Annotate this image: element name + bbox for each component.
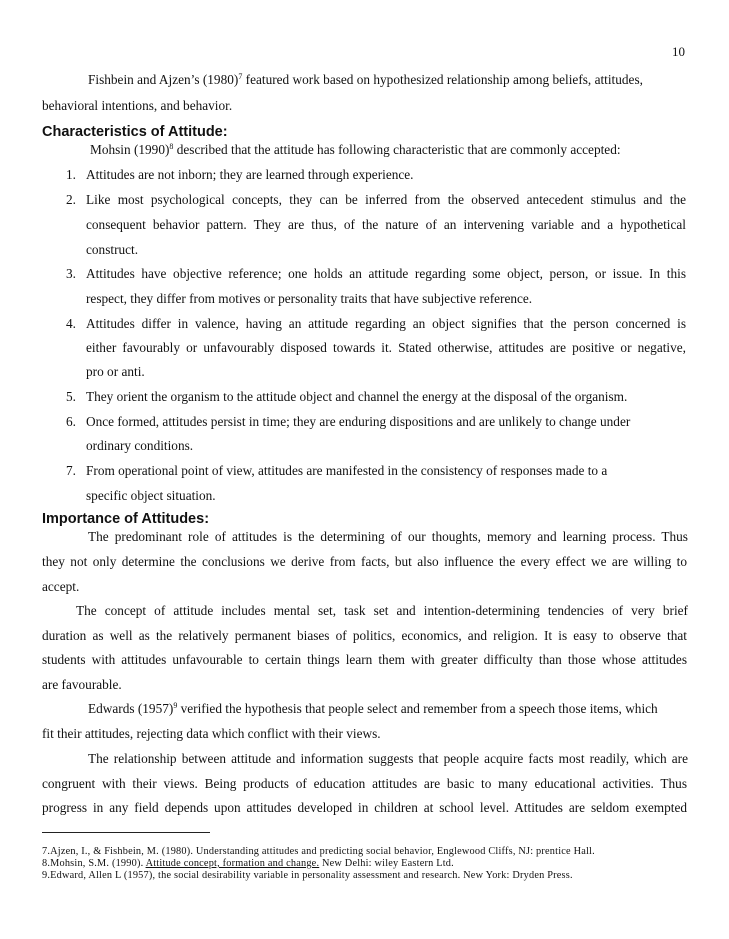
importance-p3-line-1: Edwards $(1957)^9$ verified the hypothesis that people select and remember from a speech those items, which — [88, 701, 658, 716]
document-page: 10 Fishbein and Ajzen’s $(1980)^7$ featured work based on hypothesized relationship among beliefs, attitudes, behavioral intentions, and behavior. Characteristics of Attitude: Mohsin $(1990)^8$ described that the attitude has following characteristic that are commonly accepted: 1. Attitudes are not inborn; they are learned through experience. 2. Like most psychological concepts, they can be inferred from the observed antecedent stimulus and the consequent behavior pattern. They are thus, of the nature of an intervening variable and a hypothetical construct. 3. Attitudes have objective reference; one holds an attitude regarding some object, person, or issue. In this respect, they differ from motives or personality traits that have subjective reference. 4. Attitudes differ in valence, having an attitude regarding an object signifies that the person concerned is either favourably or unfavourably disposed towards it. Stated otherwise, attitudes are positive or negative, pro or anti. 5. They orient the organism to the attitude object and channel the energy at the disposal of the organism. 6. Once formed, attitudes persist in time; they are enduring dispositions and are unlikely to change under ordinary conditions. 7. From operational point of view, attitudes are manifested in the consistency of responses made to a specific object situation. Importance of Attitudes: The predominant role of attitudes is the determining of our thoughts, memory and learning process. Thus they not only determine the conclusions we derive from facts, but also influence the every effect we are willing to accept. The concept of attitude includes mental set, task set and intention-determining tendencies of very brief duration as well as the relatively permanent biases of politics, economics, and religion. It is easy to observe that students with attitudes unfavourable to certain things learn them with greater difficulty than those whose attitudes are favourable. Edwards $(1957)^9$ verified the hypothesis that people select and remember from a speech those items, which fit their attitudes, rejecting data which conflict with their views. The relationship between attitude and information suggests that people acquire facts most readily, which are congruent with their views. Being products of education attitudes are basic to many educational activities. Thus progress in any field depends upon attitudes developed in children at school level. Attitudes are seldom exempted 7.Ajzen, I., & Fishbein, M. (1980). Understanding attitudes and predicting social behavior, Englewood Cliffs, NJ: prentice Hall. 8.Mohsin, S.M. (1990). Attitude concept, formation and change. New Delhi: wiley Eastern Ltd. 9.Edward, Allen L (1957), the social desirability variable in personality assessment and research. New York: Dryden Press. — [42, 44, 688, 881]
footnote-9: 9.Edward, Allen L (1957), the social desirability variable in personality assessment and research. New York: Dryden Press. — [42, 870, 573, 881]
footnote-divider — [42, 832, 210, 833]
characteristics-intro: Mohsin $(1990)^8$ described that the attitude has following characteristic that are commonly accepted: — [90, 142, 621, 157]
importance-p1-line-3: accept. — [42, 579, 80, 594]
importance-p4-line-3: progress in any field depends upon attitudes developed in children at school level. Attitudes are seldom exempted — [42, 800, 687, 815]
footnote-7: 7.Ajzen, I., & Fishbein, M. (1980). Understanding attitudes and predicting social behavior, Englewood Cliffs, NJ: prentice Hall. — [42, 846, 595, 857]
importance-p2-line-4: are favourable. — [42, 677, 122, 692]
importance-heading: Importance of Attitudes: — [42, 511, 210, 527]
importance-p4-line-2: congruent with their views. Being products of education attitudes are basic to many educational activities. Thus — [42, 776, 687, 791]
characteristics-heading: Characteristics of Attitude: — [42, 124, 228, 140]
importance-p1-line-2: they not only determine the conclusions we derive from facts, but also influence the every effect we are willing to — [42, 554, 687, 569]
intro-line-2: behavioral intentions, and behavior. — [42, 98, 233, 113]
importance-p2-line-3: students with attitudes unfavourable to certain things learn them with greater difficulty than those whose attitudes — [42, 652, 687, 667]
intro-line-1: Fishbein and Ajzen’s $(1980)^7$ featured work based on hypothesized relationship among beliefs, attitudes, — [88, 72, 643, 87]
page-number: 10 — [672, 44, 685, 59]
footnote-8: 8.Mohsin, S.M. (1990). Attitude concept, formation and change. New Delhi: wiley Eastern Ltd. — [42, 858, 454, 869]
importance-p2-line-1: The concept of attitude includes mental set, task set and intention-determining tendencies of very brief — [76, 603, 688, 618]
importance-p1-line-1: The predominant role of attitudes is the determining of our thoughts, memory and learning process. Thus — [88, 529, 688, 544]
importance-p3-line-2: fit their attitudes, rejecting data which conflict with their views. — [42, 726, 381, 741]
importance-p2-line-2: duration as well as the relatively permanent biases of politics, economics, and religion. It is easy to observe that — [42, 628, 687, 643]
importance-p4-line-1: The relationship between attitude and information suggests that people acquire facts most readily, which are — [88, 751, 688, 766]
